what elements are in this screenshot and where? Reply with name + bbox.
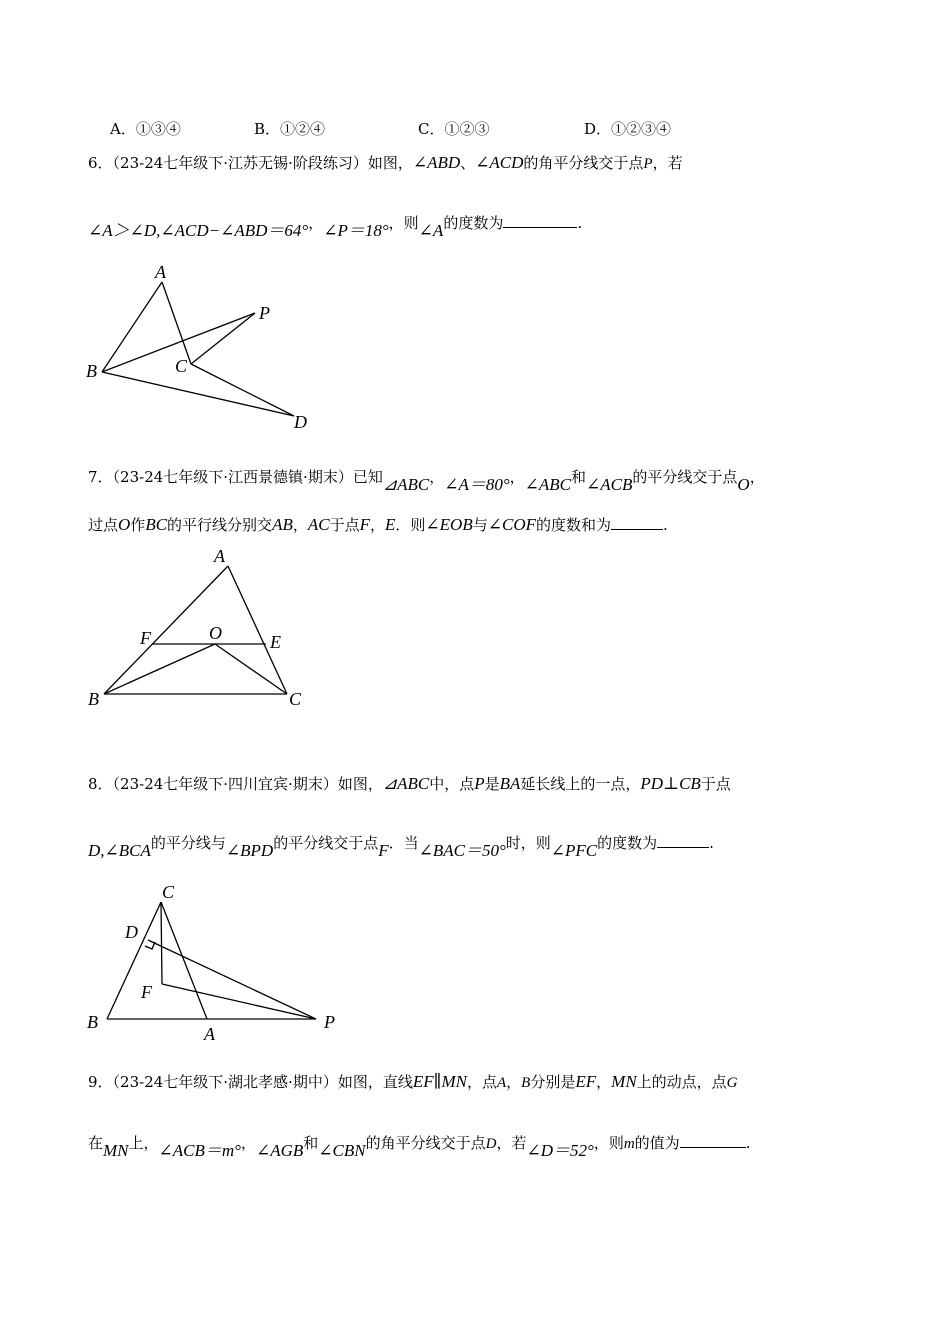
- q6-text: 的度数为: [443, 214, 504, 232]
- q8-label-f: F: [141, 982, 152, 1002]
- q9-angle-d: ∠D＝52°: [526, 1141, 594, 1160]
- q7-text: 的度数和为: [535, 516, 611, 534]
- q8-text: 中，点: [429, 775, 475, 793]
- q8-number: 8．: [88, 775, 113, 793]
- q9-text: 的角平分线交于点: [365, 1134, 486, 1152]
- q6-angle-abd: ∠ABD: [412, 153, 461, 172]
- q6-text: 如图，: [367, 154, 413, 172]
- q9-point-b: B: [521, 1075, 531, 1091]
- q8-label-p: P: [324, 1012, 335, 1032]
- q7-text: 与: [472, 516, 488, 534]
- q9-line-ef: EF: [575, 1072, 597, 1091]
- q9-point-d: D: [485, 1136, 497, 1152]
- q7-angle-eob: ∠EOB: [425, 515, 473, 534]
- q6-label-p: P: [259, 303, 270, 323]
- q8-seg-bc: [107, 902, 161, 1019]
- q7-comma: ，: [749, 468, 765, 486]
- q6-condition2: ∠P＝18°: [323, 221, 389, 240]
- q8-angle-bac: ∠BAC＝50°: [418, 841, 506, 860]
- q6-label-a: A: [155, 262, 166, 282]
- q8-triangle: ⊿ABC: [382, 774, 430, 793]
- q7-label-f: F: [140, 628, 151, 648]
- q6-end: .: [577, 214, 583, 232]
- q7-label-a: A: [214, 546, 225, 566]
- q9-variable-m: m: [623, 1136, 635, 1152]
- q5-option-d: D．①②③④: [584, 120, 672, 138]
- q8-point-p: P: [474, 774, 485, 793]
- q7-seg-ab: AB: [272, 515, 293, 534]
- q7-angle-abc: ∠ABC: [524, 475, 572, 494]
- q8-angle-pfc: ∠PFC: [550, 841, 598, 860]
- q9-text: 分别是: [530, 1073, 576, 1091]
- q7-label-e: E: [270, 632, 281, 652]
- q8-end: .: [709, 834, 714, 852]
- q8-text: 如图，: [337, 775, 383, 793]
- q8-perpendicular: PD⊥CB: [640, 774, 701, 793]
- q6-number: 6．: [88, 154, 113, 172]
- q7-seg-ac: AC: [307, 515, 330, 534]
- q8-point-f: F: [378, 841, 389, 860]
- q8-text: ．当: [388, 834, 419, 852]
- q9-text: ，: [506, 1073, 522, 1091]
- q6-label-b: B: [86, 361, 97, 381]
- q8-angle-bca: D,∠BCA: [88, 841, 151, 860]
- q9-text: ，: [240, 1134, 256, 1152]
- q8-seg-fp: [162, 984, 316, 1019]
- q9-number: 9．: [88, 1073, 113, 1091]
- q9-point-g: G: [726, 1075, 738, 1091]
- q8-text: 的平分线与: [150, 834, 226, 852]
- q7-text: 的平行线分别交: [167, 516, 273, 534]
- q6-comma: ，: [308, 214, 324, 232]
- q7-text: ．则: [395, 516, 426, 534]
- q6-comma: ，则: [388, 214, 419, 232]
- q8-seg-dp: [148, 940, 316, 1019]
- q8-text: 于点: [700, 775, 731, 793]
- q7-label-b: B: [88, 689, 99, 709]
- q9-line-mn: MN: [103, 1141, 129, 1160]
- q9-text: ，点: [466, 1073, 497, 1091]
- q7-seg-bc: BC: [145, 515, 168, 534]
- q7-point-o: O: [118, 515, 131, 534]
- q6-label-d: D: [294, 412, 307, 432]
- q7-angle-acb: ∠ACB: [586, 475, 633, 494]
- q6-target-angle: ∠A: [418, 221, 444, 240]
- q8-source: （23-24七年级下·四川宜宾·期末）: [112, 775, 338, 793]
- q7-angle-cof: ∠COF: [487, 515, 536, 534]
- q6-text: ，若: [652, 154, 683, 172]
- q7-text: 过点: [88, 516, 119, 534]
- q8-text: 的度数为: [597, 834, 658, 852]
- q7-text: 的平分线交于点: [632, 468, 738, 486]
- q9-text: ，则: [593, 1134, 624, 1152]
- q5-option-b: B．①②④: [254, 120, 326, 138]
- q7-point-o: O: [737, 475, 750, 494]
- q7-comma: ，: [429, 468, 445, 486]
- q5-option-a: A．①③④: [110, 120, 181, 138]
- q9-line2: [88, 1128, 751, 1160]
- q9-parallel: EF∥MN: [412, 1072, 467, 1091]
- q8-label-d: D: [125, 922, 138, 942]
- q9-text: ，: [596, 1073, 612, 1091]
- q9-answer-blank: [680, 1133, 746, 1148]
- q7-triangle: ⊿ABC: [382, 475, 430, 494]
- q6-source: （23-24七年级下·江苏无锡·阶段练习）: [112, 154, 368, 172]
- q6-point-p: P: [643, 156, 653, 172]
- q8-seg-cf: [161, 902, 162, 984]
- q9-text: ，若: [496, 1134, 527, 1152]
- q7-label-o: O: [209, 623, 222, 643]
- q7-end: .: [663, 516, 668, 534]
- q7-text: 和: [571, 468, 587, 486]
- q7-number: 7．: [88, 468, 113, 486]
- q8-label-a: A: [204, 1024, 215, 1044]
- q9-angle-cbn: ∠CBN: [318, 1141, 366, 1160]
- q7-text: ，: [370, 516, 386, 534]
- q8-label-c: C: [162, 882, 175, 902]
- q9-angle-acb: ∠ACB＝m°: [158, 1141, 241, 1160]
- q6-text: 的角平分线交于点: [523, 154, 644, 172]
- q7-comma: ，: [509, 468, 525, 486]
- q7-text: 已知: [352, 468, 383, 486]
- q9-end: .: [745, 1134, 751, 1152]
- q9-line1: [88, 1071, 738, 1092]
- q7-point-e: E: [385, 515, 396, 534]
- q9-text: 的值为: [634, 1134, 680, 1152]
- q6-label-c: C: [175, 356, 188, 376]
- q7-text: 于点: [329, 516, 360, 534]
- q9-text: 上的动点，点: [636, 1073, 727, 1091]
- q9-text: 在: [88, 1134, 104, 1152]
- q8-text: 延长线上的一点，: [520, 775, 641, 793]
- q9-point-a: A: [496, 1075, 507, 1091]
- q6-sep: 、: [460, 154, 476, 172]
- q8-text: 是: [484, 775, 500, 793]
- q8-text: 的平分线交于点: [273, 834, 379, 852]
- q8-text: 时，则: [505, 834, 551, 852]
- q5-option-c: C．①②③: [418, 120, 490, 138]
- q9-source: （23-24七年级下·湖北孝感·期中）: [112, 1073, 338, 1091]
- q7-text: 作: [130, 516, 146, 534]
- q6-condition1: ∠A＞∠D,∠ACD−∠ABD＝64°: [88, 221, 309, 240]
- q8-label-b: B: [87, 1012, 98, 1032]
- q9-text: 如图，直线: [337, 1073, 413, 1091]
- q9-angle-agb: ∠AGB: [255, 1141, 304, 1160]
- q7-label-c: C: [289, 689, 302, 709]
- q7-source: （23-24七年级下·江西景德镇·期末）: [112, 468, 353, 486]
- q7-text: ，: [292, 516, 308, 534]
- q7-point-f: F: [359, 515, 370, 534]
- q9-line-mn: MN: [611, 1072, 637, 1091]
- q8-seg-ca: [161, 902, 207, 1019]
- q8-seg-ba: BA: [499, 774, 521, 793]
- q9-text: 和: [303, 1134, 319, 1152]
- q9-text: 上，: [128, 1134, 159, 1152]
- q7-angle-a: ∠A＝80°: [444, 475, 510, 494]
- q6-angle-acd: ∠ACD: [475, 153, 524, 172]
- q8-angle-bpd: ∠BPD: [225, 841, 274, 860]
